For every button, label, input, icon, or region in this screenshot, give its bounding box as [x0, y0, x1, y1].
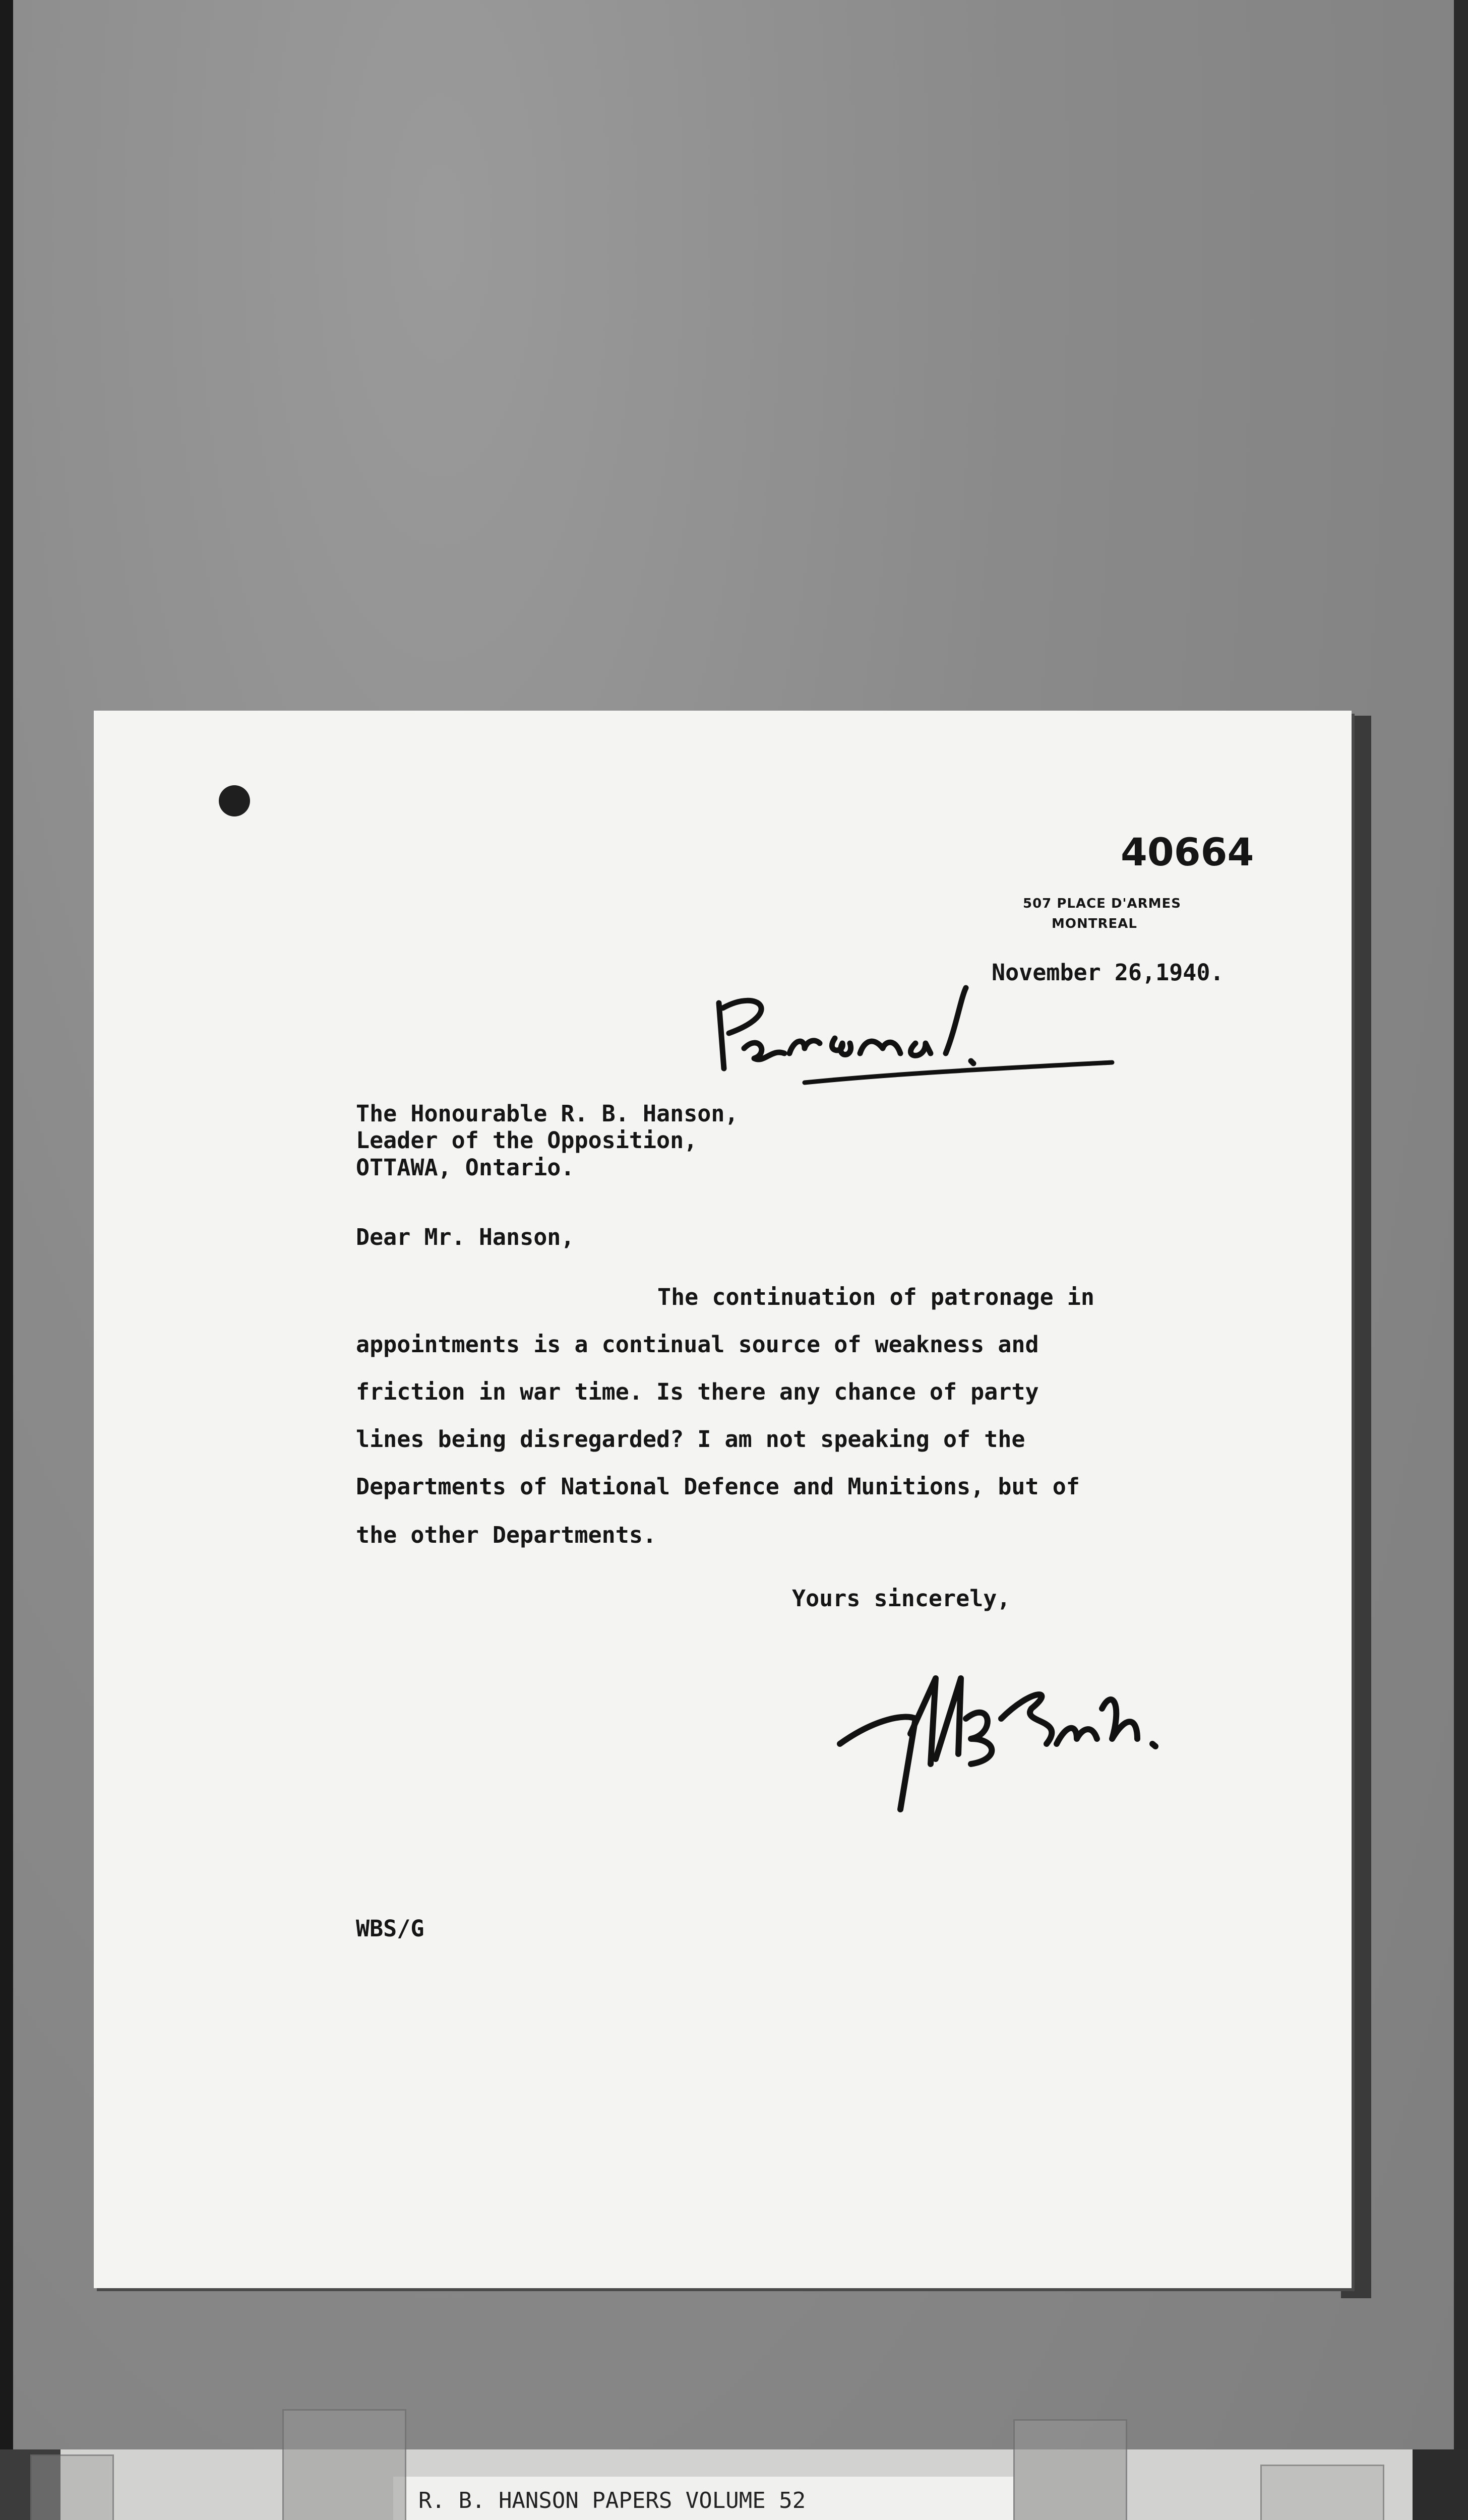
tape-piece: [1260, 2465, 1384, 2520]
body-line-2: appointments is a continual source of weakness and: [356, 1331, 1039, 1358]
file-number: 40664: [1121, 830, 1254, 874]
body-line-3: friction in war time. Is there any chance of party: [356, 1378, 1039, 1405]
letterhead-city: MONTREAL: [1052, 916, 1137, 931]
salutation: Dear Mr. Hanson,: [356, 1224, 575, 1250]
tape-piece: [30, 2454, 114, 2520]
volume-strip: [393, 2477, 1013, 2520]
underline-stroke: [805, 1062, 1112, 1083]
letter-date: November 26,1940.: [992, 959, 1224, 986]
volume-label: R. B. HANSON PAPERS VOLUME 52: [418, 2488, 806, 2513]
body-line-4: lines being disregarded? I am not speaking of the: [356, 1426, 1025, 1453]
recipient-line-3: OTTAWA, Ontario.: [356, 1154, 575, 1181]
film-edge-right: [1454, 0, 1468, 2520]
punch-hole: [219, 785, 250, 816]
handwritten-personal-note: [684, 978, 1137, 1094]
tape-piece: [1013, 2419, 1127, 2520]
letterhead-address: 507 PLACE D'ARMES: [1023, 896, 1182, 911]
body-line-6: the other Departments.: [356, 1522, 657, 1548]
recipient-line-2: Leader of the Opposition,: [356, 1127, 698, 1154]
letter-page: [94, 711, 1352, 2288]
archive-label-board: [0, 2449, 1468, 2520]
closing: Yours sincerely,: [792, 1585, 1011, 1612]
typist-initials: WBS/G: [356, 1915, 424, 1942]
signature: [830, 1658, 1213, 1824]
tape-piece: [282, 2409, 406, 2520]
board-edge-right: [1413, 2449, 1468, 2520]
body-line-5: Departments of National Defence and Munitions, but of: [356, 1473, 1080, 1500]
recipient-line-1: The Honourable R. B. Hanson,: [356, 1100, 739, 1127]
body-line-1: The continuation of patronage in: [657, 1284, 1094, 1310]
film-edge-left: [0, 0, 13, 2520]
